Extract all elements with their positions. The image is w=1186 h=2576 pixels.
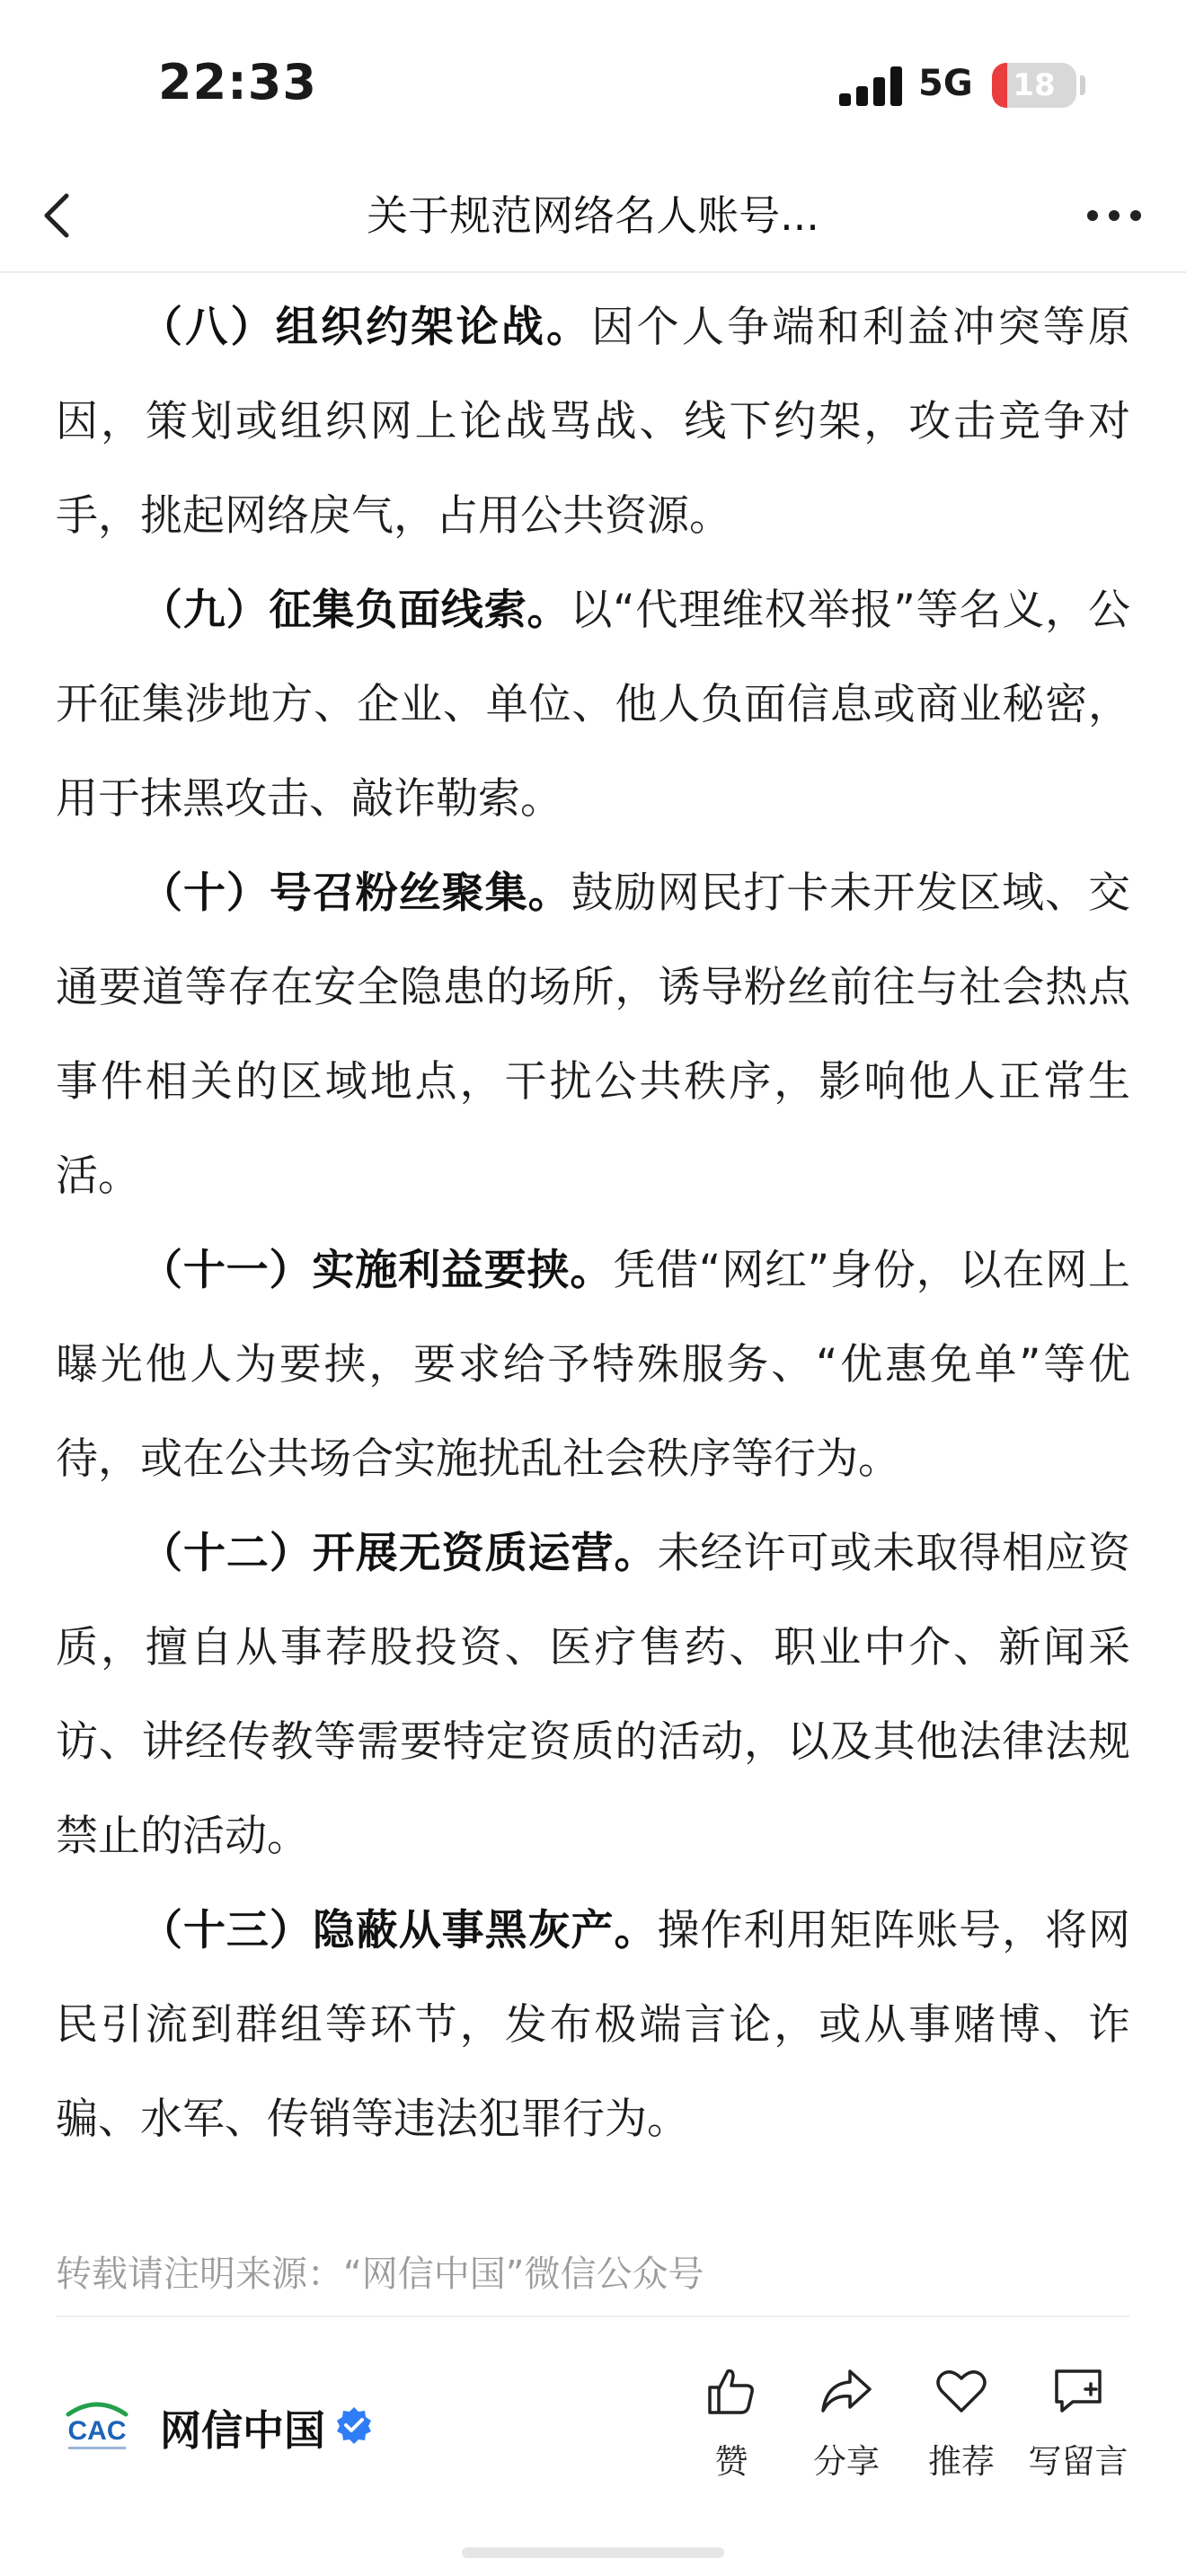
comment-icon xyxy=(1049,2362,1107,2420)
battery-tip xyxy=(1080,75,1085,95)
paragraph-text: 因个人争端和利益冲突等原因，策划或组织网上论战骂战、线下约架，攻击竞争对手，挑起网络戾气，占用公共资源。 xyxy=(56,303,1131,541)
verified-badge-icon xyxy=(334,2405,374,2445)
battery-level-text: 18 xyxy=(1013,67,1056,103)
paragraph xyxy=(56,846,1130,1223)
paragraph xyxy=(56,1506,1130,1883)
signal-icon xyxy=(839,66,902,106)
paragraph-heading: （十二）开展无资质运营。 xyxy=(140,1529,658,1578)
paragraph-text: 以“代理维权举报”等名义，公开征集涉地方、企业、单位、他人负面信息或商业秘密，用于抹黑攻击、敲诈勒索。 xyxy=(56,586,1130,824)
battery-icon xyxy=(992,63,1076,108)
status-time: 22:33 xyxy=(158,54,317,110)
bottom-action-bar xyxy=(0,2335,1186,2576)
like-label: 赞 xyxy=(714,2442,748,2481)
share-icon xyxy=(818,2362,875,2420)
home-indicator[interactable] xyxy=(462,2547,724,2558)
back-arrow-icon[interactable] xyxy=(27,183,92,248)
paragraph-heading: （十）号召粉丝聚集。 xyxy=(140,869,571,918)
paragraph-heading: （十一）实施利益要挟。 xyxy=(140,1246,614,1295)
paragraph-heading: （十三）隐蔽从事黑灰产。 xyxy=(140,1906,658,1955)
paragraph-text: 凭借“网红”身份，以在网上曝光他人为要挟，要求给予特殊服务、“优惠免单”等优待，或在公共场合实施扰乱社会秩序等行为。 xyxy=(56,1246,1130,1484)
paragraph xyxy=(56,280,1130,563)
heart-icon xyxy=(933,2362,990,2420)
status-bar xyxy=(0,0,1186,162)
account-name[interactable]: 网信中国 xyxy=(160,2406,325,2455)
share-label: 分享 xyxy=(813,2442,880,2481)
recommend-label: 推荐 xyxy=(928,2442,995,2481)
comment-label: 写留言 xyxy=(1028,2442,1128,2481)
paragraph-text: 未经许可或未取得相应资质，擅自从事荐股投资、医疗售药、职业中介、新闻采访、讲经传教等需要特定资质的活动，以及其他法律法规禁止的活动。 xyxy=(56,1529,1131,1861)
write-comment-button[interactable] xyxy=(1024,2362,1132,2497)
recommend-button[interactable] xyxy=(907,2362,1015,2497)
paragraph-text: 鼓励网民打卡未开发区域、交通要道等存在安全隐患的场所，诱导粉丝前往与社会热点事件相关的区域地点，干扰公共秩序，影响他人正常生活。 xyxy=(56,869,1131,1201)
like-button[interactable] xyxy=(677,2362,785,2497)
paragraph xyxy=(56,563,1130,846)
paragraph-heading: （九）征集负面线索。 xyxy=(140,586,571,635)
more-icon[interactable] xyxy=(1076,183,1152,248)
share-button[interactable] xyxy=(792,2362,900,2497)
nav-bar xyxy=(0,162,1186,273)
thumbs-up-icon xyxy=(703,2362,760,2420)
paragraph xyxy=(56,1223,1130,1506)
source-note: 转载请注明来源：“网信中国”微信公众号 xyxy=(56,2254,704,2295)
divider xyxy=(56,2316,1130,2317)
paragraph-heading: （八）组织约架论战。 xyxy=(140,303,592,352)
network-label: 5G xyxy=(918,63,973,104)
article-body xyxy=(56,280,1130,2166)
account-logo[interactable] xyxy=(56,2393,138,2456)
paragraph-text: 操作利用矩阵账号，将网民引流到群组等环节，发布极端言论，或从事赌博、诈骗、水军、传销等违法犯罪行为。 xyxy=(56,1906,1131,2144)
page-title: 关于规范网络名人账号... xyxy=(367,191,819,240)
paragraph xyxy=(56,1883,1130,2166)
logo-text: CAC xyxy=(67,2416,127,2446)
